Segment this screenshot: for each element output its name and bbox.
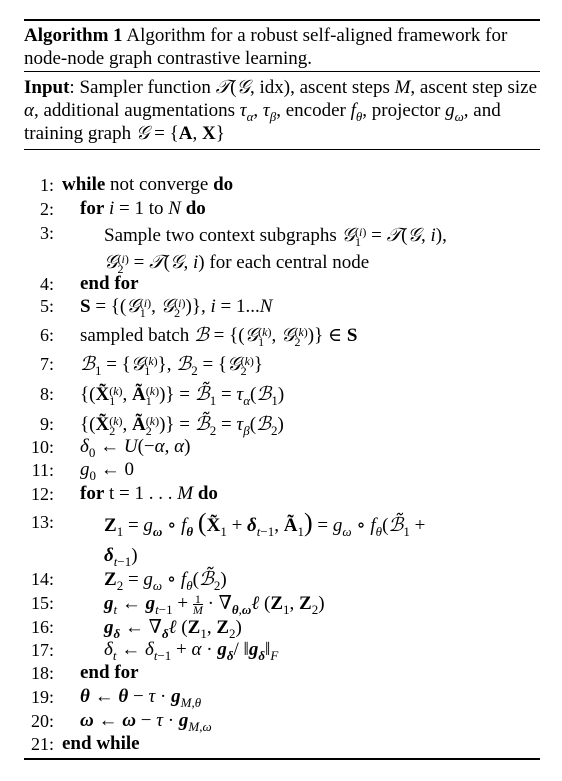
input-rule (24, 149, 540, 150)
line-number: 21: (30, 734, 54, 754)
line-number: 2: (39, 199, 54, 219)
algo-line-13: 13: $Z_1 = g_\omega$ ∘ $f_\theta$ ($X̃_1 + \delta_{t-1}$, $Ã_1) = g_\omega$ ∘ $f_\theta(ℬ̃_1$ + $\delta_{t-1}$) (24, 508, 540, 560)
line-number: 7: (39, 354, 54, 374)
algo-line-12: 12: for t = 1 . . . M do (24, 483, 540, 507)
line-number: 20: (30, 711, 54, 731)
line-number: 17: (30, 640, 54, 660)
algo-line-16: 16: $g_\delta$ ← $\nabla_\delta\ell$ ($Z_1$, $Z_2$) (24, 616, 540, 640)
algorithm-caption (24, 24, 540, 70)
algo-line-18: 18: end for (24, 662, 540, 686)
algo-line-19: 19: θ ← $\theta - \tau \cdot g_{M,\theta}$ (24, 686, 540, 710)
input-block: Input: Sampler function 𝒯(𝒢, idx), ascent steps M, ascent step size α, additional augmentations $\tau_\alpha$, $\tau_\beta$, encoder $f_\theta$, projector $g_\omega$, and training graph 𝒢 = {A, X} (24, 76, 538, 144)
algo-line-4: 4: end for (24, 273, 540, 297)
line-number: 19: (30, 687, 54, 707)
algorithm-title: Algorithm for a robust self-aligned framework for node-node graph contrastive learning. (24, 25, 508, 69)
line-number: 3: (39, 223, 54, 243)
algo-line-8: 8: {(X̃ (k) 1 , Ã (k) 1 )} = $ℬ̃_1$ = $\tau_\alpha(ℬ_1)$ (24, 383, 540, 407)
line-number: 1: (39, 175, 54, 195)
top-rule (24, 19, 540, 21)
algo-line-21: 21: end while (24, 733, 540, 757)
algo-line-10: 10: $\delta_0$ ← U(−α, α) (24, 436, 540, 460)
algo-line-15: 15: $g_t$ ← $g_{t-1}$ + $\frac{1}{M}$ · $\nabla_{\theta,\omega}\ell$ ($Z_1$, $Z_2$) (24, 592, 540, 616)
line-number: 12: (30, 484, 54, 504)
line-number: 14: (30, 569, 54, 589)
algo-line-1: 1: while not converge do (24, 174, 540, 198)
algo-line-2: 2: for i = 1 to N do (24, 198, 540, 222)
algo-line-7: 7: ℬ$_1$ = {𝒢 (k) 1 }, ℬ$_2$ = {𝒢 (k) 2 } (24, 353, 540, 377)
line-number: 4: (39, 274, 54, 294)
algo-line-20: 20: ω ← $\omega - \tau \cdot g_{M,\omega}$ (24, 710, 540, 734)
line-number: 16: (30, 617, 54, 637)
algo-line-17: 17: $\delta_t$ ← $\delta_{t-1} + \alpha \cdot g_\delta/$ $‖g_\delta‖_F$ (24, 639, 540, 663)
algo-line-11: 11: $g_0$ ← 0 (24, 459, 540, 483)
algo-line-3: 3: Sample two context subgraphs 𝒢 (i) 1 = 𝒯(𝒢, i), 𝒢 (i) 2 = 𝒯(𝒢, i) for each central node (24, 222, 540, 272)
line-number: 5: (39, 296, 54, 316)
algorithm-label: Algorithm 1 (24, 25, 123, 46)
algo-line-5: 5: S = {(𝒢 (i) 1 , 𝒢 (i) 2 )}, i = 1...N (24, 295, 540, 319)
caption-rule (24, 71, 540, 72)
line-number: 9: (39, 414, 54, 434)
input-label: Input (24, 77, 70, 98)
line-number: 13: (30, 512, 54, 532)
line-number: 10: (30, 437, 54, 457)
line-number: 15: (30, 593, 54, 613)
algo-line-14: 14: $Z_2 = g_\omega$ ∘ $f_\theta(ℬ̃_2)$ (24, 568, 540, 592)
line-number: 8: (39, 384, 54, 404)
algo-line-6: 6: sampled batch ℬ = {(𝒢 (k) 1 , 𝒢 (k) 2 )} ∈ S (24, 324, 540, 348)
bottom-rule (24, 758, 540, 760)
line-number: 11: (31, 460, 54, 480)
algo-line-9: 9: {(X̃ (k) 2 , Ã (k) 2 )} = $ℬ̃_2$ = $\tau_\beta(ℬ_2)$ (24, 413, 540, 437)
line-number: 18: (30, 663, 54, 683)
line-number: 6: (39, 325, 54, 345)
